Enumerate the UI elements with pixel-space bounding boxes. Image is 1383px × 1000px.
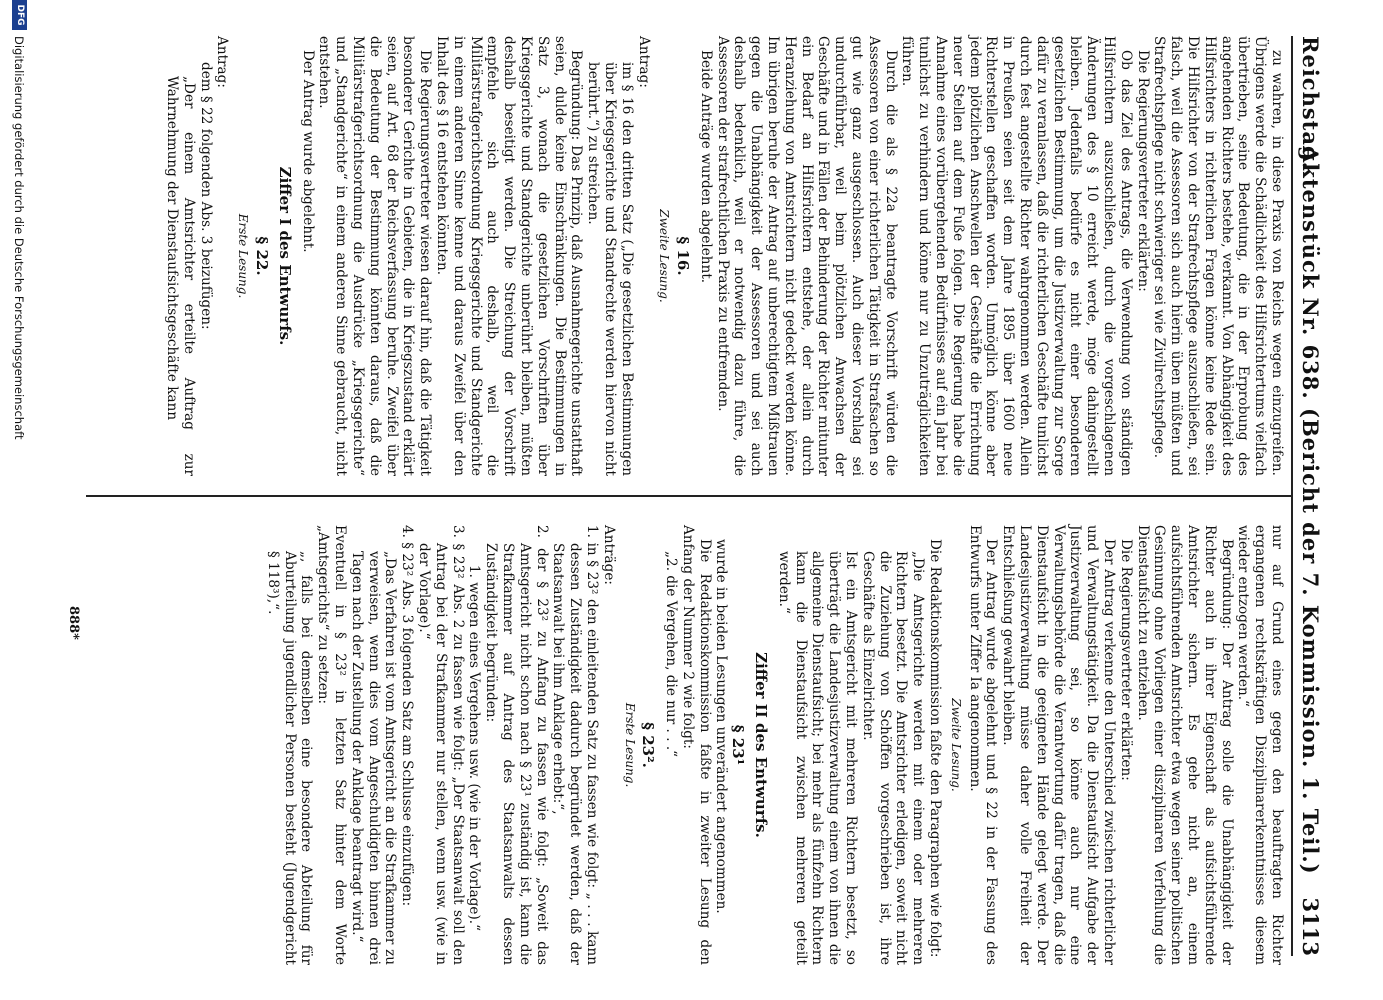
paragraph: Die Regierungsvertreter erklärten:	[1134, 50, 1151, 292]
paragraph: dem § 22 folgenden Abs. 3 beizufügen:	[197, 62, 214, 330]
reading-label: Zweite Lesung.	[657, 209, 672, 303]
paragraph: „2. die Vergehen, die nur . . .“	[663, 551, 680, 758]
section-heading: Ziffer I des Entwurfs.	[275, 166, 294, 346]
page-header	[1291, 36, 1331, 956]
paragraph: „, falls bei demselben eine besondere Abteilung für Aburteilung jugendlicher Personen besteht (Jugendgericht § 118³),“.	[264, 551, 315, 965]
page-bottom-number: 888*	[66, 606, 81, 640]
header-rule	[1291, 36, 1293, 956]
paragraph: im § 16 den dritten Satz („Die gesetzlichen Bestimmungen über Kriegsgerichte und Standrechte werden hiervon nicht berührt.“) zu streichen.	[585, 62, 635, 476]
section-heading: § 16.	[674, 236, 693, 276]
paragraph: Begründung: Das Prinzip, daß Ausnahmegerichte unstatthaft seien, dulde keine Einschränkungen. Die Bestimmungen in Satz 3, wonach die gesetzlichen Vorschriften über Kriegsgerichte und Standgerichte unberührt bleiben, müßten deshalb beseitigt werden. Die Streichung der Vorschrift empfehle sich auch deshalb, weil die Militärstrafgerichtsordnung Kriegsgerichte und Standgerichte in einem anderen Sinne kenne und daraus Zweifel über den Inhalt des § 16 entstehen könnten.	[433, 36, 585, 476]
paragraph: Ob das Ziel des Antrags, die Verwendung von ständigen Hilfsrichtern auszuschließen, durch die vorgeschlagenen Änderungen des § 10 erreicht werde, möge dahingestellt bleiben. Jedenfalls bedürfe es nicht einer besonderen gesetzlichen Bestimmung, um die Justizverwaltung zur Sorge dafür zu veranlassen, daß die richterlichen Geschäfte tunlichst durch fest angestellte Richter wahrgenommen werden. Allein in Preußen seien seit dem Jahre 1895 über 1600 neue Richterstellen geschaffen worden. Unmöglich könne aber jedem plötzlichen Anschwellen der Geschäfte die Errichtung neuer Stellen auf dem Fuße folgen. Die Regierung habe die Annahme eines vorübergehenden Bedürfnisses auf ein Jahr bei tunlichst zu verhindern und könne nur zu Unzuträglichkeiten führen.	[899, 36, 1134, 476]
paragraph: 1. in § 23² den einleitenden Satz zu fassen wie folgt: „ . . . kann dessen Zuständigkeit dadurch begründet werden, daß der Staatsanwalt bei ihm Anklage erhebt:“,	[550, 525, 600, 965]
header-title: Aktenstück Nr. 638. (Bericht der 7. Kommission. 1. Teil.)	[1298, 146, 1323, 875]
paragraph: Anträge:	[600, 525, 617, 585]
paragraph: Der Antrag wurde abgelehnt und § 22 in der Fassung des Entwurfs unter Ziffer Ia angenommen.	[966, 525, 1000, 965]
paragraph: 3. § 23² Abs. 2 zu fassen wie folgt: „Der Staatsanwalt soll den Antrag bei der Strafkammer nur stellen, wenn usw. (wie in der Vorlage).“	[415, 525, 466, 965]
paragraph: Die Redaktionskommission faßte den Paragraphen wie folgt:	[927, 539, 944, 958]
paragraph: 1. wegen eines Vergehens usw. (wie in der Vorlage).“	[466, 565, 483, 932]
paragraph: zu wahren, in diese Praxis von Reichs wegen einzugreifen. Übrigens werde die Schädlichkeit des Hilfsrichtertums vielfach übertrieben, seine Bedeutung, die in der Erprobung des angehenden Richters bestehe, verkannt. Von Abhängigkeit des Hilfsrichters in richterlichen Fragen könne keine Rede sein. Die Hilfsrichter von der Strafrechtspflege auszuschließen, sei falsch, weil die Assessoren sich auch hierin üben müßten und Strafrechtspflege nicht schwieriger sei wie Zivilrechtspflege.	[1151, 36, 1285, 476]
reading-label: Zweite Lesung.	[948, 698, 963, 792]
column-divider	[86, 495, 1291, 497]
header-left: Reichstag.	[1298, 36, 1323, 170]
paragraph: Die Redaktionskommission faßte in zweiter Lesung den Anfang der Nummer 2 wie folgt:	[679, 525, 713, 965]
paragraph: Eventuell in § 23² in letzten Satz hinter dem Worte „Amtsgerichts“ zu setzen:	[315, 525, 348, 965]
right-column	[264, 525, 1285, 965]
paragraph: Die Regierungsvertreter erklärten:	[1117, 539, 1134, 781]
paragraph: „Das Verfahren ist vom Amtsgericht an die Strafkammer zu verweisen, wenn dies vom Angeschuldigten binnen drei Tagen nach der Zustellung der Anklage beantragt wird.“	[348, 551, 399, 965]
reading-label: Erste Lesung.	[236, 213, 251, 299]
paragraph: Antrag:	[214, 36, 231, 88]
paragraph: Ist ein Amtsgericht mit mehreren Richtern besetzt, so überträgt die Landesjustizverwaltung einem von ihnen die allgemeine Dienstaufsicht; bei mehr als fünfzehn Richtern kann die Dienstaufsicht zwischen mehreren geteilt werden.“	[775, 551, 860, 965]
paragraph: 4. § 23² Abs. 3 folgenden Satz am Schlusse einzufügen:	[399, 525, 416, 907]
left-column	[163, 36, 1285, 476]
paragraph: wurde in beiden Lesungen unverändert angenommen.	[713, 539, 730, 914]
paragraph: Durch die als § 22a beantragte Vorschrift würden die Assessoren von einer richterlichen Tätigkeit in Strafsachen so gut wie ganz ausgeschlossen. Auch dieser Vorschlag sei undurchführbar, weil beim plötzlichen Anwachsen der Geschäfte und in Fällen der Behinderung der Richter mitunter ein Bedarf an Hilfsrichtern entstehe, der allein durch Heranziehung von Amtsrichtern nicht gedeckt werden könne. Im übrigen beruhe der Antrag auf unberechtigtem Mißtrauen gegen die Unabhängigkeit der Assessoren und sei auch deshalb bedenklich, weil er notwendig dazu führe, die Assessoren der strafrechtlichen Praxis zu entfremden.	[714, 36, 899, 476]
reading-label: Erste Lesung.	[622, 702, 637, 788]
header-page-number: 3113	[1298, 897, 1323, 956]
paragraph: Der Antrag wurde abgelehnt.	[299, 50, 316, 253]
paragraph: 2. der § 23² zu Anfang zu fassen wie folgt: „Soweit das Amtsgericht nicht schon nach § 23¹ zuständig ist, kann die Strafkammer auf Antrag des Staatsanwalts dessen Zuständigkeit begründen:	[483, 525, 550, 965]
paragraph: Der Antrag verkenne den Unterschied zwischen richterlicher und Verwaltungstätigkeit. Da die Dienstaufsicht Aufgabe der Justizverwaltung sei, so könne auch nur eine Verwaltungsbehörde die Verantwortung dafür tragen, daß die Dienstaufsicht in die geeigneten Hände gelegt werde. Der Landesjustizverwaltung müsse daher volle Freiheit der Entschließung gewahrt bleiben.	[1000, 525, 1118, 965]
footer	[7, 0, 29, 1000]
footer-text: Digitalisierung gefördert durch die Deutsche Forschungsgemeinschaft	[12, 36, 26, 440]
section-heading: § 23².	[639, 722, 658, 768]
section-heading: § 23¹	[729, 724, 748, 766]
paragraph: Beide Anträge wurden abgelehnt.	[697, 50, 714, 284]
paragraph: „Die Amtsgerichte werden mit einem oder mehreren Richtern besetzt. Die Amtsrichter erledigen, soweit nicht die Zuziehung von Schöffen vorgeschrieben ist, ihre Geschäfte als Einzelrichter.	[859, 551, 927, 965]
section-heading: § 22.	[252, 236, 271, 276]
paragraph: Antrag:	[635, 36, 652, 88]
dfg-logo: DFG	[12, 0, 27, 30]
paragraph: Die Regierungsvertreter wiesen darauf hin, daß die Tätigkeit besonderer Gerichte in Gebieten, die in Kriegszustand erklärt seien, auf Art. 68 der Reichsverfassung beruhe. Zweifel über die Bedeutung der Bestimmung könnten daraus, daß die Militärstrafgerichtsordnung die Ausdrücke „Kriegsgerichte“ und „Standgerichte“ in einem anderen Sinne gebraucht, nicht entstehen.	[316, 36, 434, 476]
paragraph: nur auf Grund eines gegen den beauftragten Richter ergangenen rechtskräftigen Disziplinarerkenntnisses diesem wieder entzogen werden.“	[1235, 525, 1285, 965]
paragraph: Begründung: Der Antrag solle die Unabhängigkeit der Richter auch in ihrer Eigenschaft als aufsichtsführende Amtsrichter sichern. Es gehe nicht an, einem aufsichtsführenden Amtsrichter etwa wegen seiner politischen Gesinnung ohne Vorliegen einer disziplinaren Verfehlung die Dienstaufsicht zu entziehen.	[1134, 525, 1235, 965]
paragraph: „Der einem Amtsrichter erteilte Auftrag zur Wahrnehmung der Dienstaufsichtsgeschäfte kann	[164, 76, 197, 476]
section-heading: Ziffer II des Entwurfs.	[752, 652, 771, 838]
